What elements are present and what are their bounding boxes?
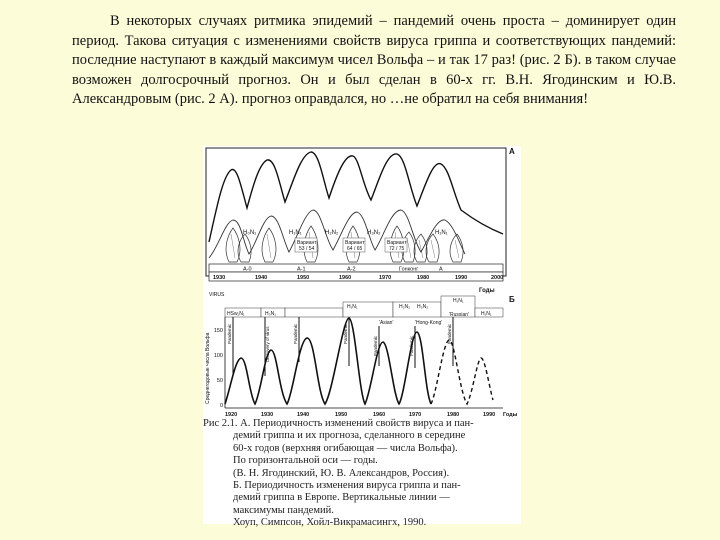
y-tick-label: 150: [213, 328, 223, 334]
year-label: 1950: [297, 275, 310, 281]
wolf-number-forecast: [431, 340, 493, 404]
annotation-pandemic: Pandemic: [409, 335, 414, 356]
annotation-russian: 'Russian': [449, 312, 469, 318]
strain-label: Гонконг: [399, 266, 419, 273]
year-label: 1980: [417, 275, 430, 281]
panel-a: [206, 147, 515, 294]
wolf-number-curve: [225, 318, 431, 404]
year-label: 1970: [379, 275, 392, 281]
caption-source: Хоуп, Симпсон, Хойл-Викрамасингх, 1990.: [233, 517, 427, 529]
annotation-discovery: Discovery of virus: [265, 326, 270, 362]
variant-word: Вариант: [345, 240, 365, 246]
virus-label-b: H₁N₁: [347, 304, 358, 310]
strain-band: [209, 264, 503, 272]
annotation-pandemic: Pandemic: [293, 323, 298, 344]
virus-label-a: H₃N₂: [367, 230, 381, 236]
panel-a-x-title: Годы: [479, 288, 495, 294]
body-paragraph: В некоторых случаях ритмика эпидемий – пандемий очень проста – доминирует один период. Такова ситуация с изменениями свойств вируса гриппа и соответствующих пандемий: последние наступают в каждый максимум чисел Вольфа – и так 17 раз! (рис. 2 Б). в таком случае возможен долгосрочный прогноз. Он и был сделан в 60-х гг. В.Н. Ягодинским и Ю.В. Александровым (рис. 2 А). прогноз оправдался, но …не обратил на себя внимания!: [72, 13, 676, 108]
virus-label-b: H₃N₂: [417, 304, 429, 310]
year-label: 1960: [339, 275, 352, 281]
caption-line: По горизонтальной оси — годы.: [233, 455, 378, 467]
caption-line: Рис 2.1. А. Периодичность изменений свойств вируса и пан-: [203, 418, 474, 429]
x-tick-label: 1930: [261, 412, 274, 418]
y-tick-label: 0: [219, 403, 223, 409]
x-tick-label: 1990: [483, 412, 496, 418]
virus-label-a: H₁N₁: [435, 230, 448, 236]
variant-word: Вариант: [387, 240, 407, 246]
strain-label: А-2: [347, 266, 356, 273]
caption-line: максимумы пандемий.: [233, 504, 334, 516]
variant-word: Вариант: [297, 240, 317, 246]
year-label: 1930: [213, 275, 226, 281]
panel-b-x-title: Годы: [503, 412, 518, 418]
annotation-hong-kong: 'Hong-Kong': [415, 320, 443, 326]
caption-line: (В. Н. Ягодинский, Ю. В. Александров, Россия).: [233, 467, 450, 479]
caption-line: 60-х годов (верхняя огибающая — числа Вольфа).: [233, 442, 458, 454]
x-tick-label: 1950: [335, 412, 348, 418]
year-label: 2000: [491, 275, 504, 281]
annotation-asian: 'Asian': [379, 320, 394, 326]
year-label: 1940: [255, 275, 268, 281]
x-tick-label: 1940: [297, 412, 310, 418]
virus-label-a: H₂N₂: [325, 230, 339, 236]
x-tick-label: 1920: [225, 412, 238, 418]
virus-word: VIRUS: [209, 292, 225, 298]
strain-label: А-1: [297, 266, 306, 273]
virus-label-b: H₂N₂: [399, 304, 411, 310]
x-tick-label: 1980: [447, 412, 460, 418]
strain-label: А-0: [243, 266, 252, 273]
panel-a-letter: А: [509, 147, 515, 156]
y-tick-label: 50: [216, 378, 223, 384]
y-tick-label: 100: [213, 353, 223, 359]
x-tick-label: 1970: [409, 412, 422, 418]
virus-label-b: HSw₁N₁: [227, 311, 245, 317]
caption-line: демий гриппа и их прогноза, сделанного в середине: [233, 430, 466, 442]
annotation-pandemic: Pandemic: [227, 323, 232, 344]
year-label: 1990: [455, 275, 468, 281]
panel-b-y-label: Среднегодовые числа Вольфа: [205, 332, 211, 404]
annotation-pandemic: Pandemic: [373, 335, 378, 356]
caption-line: демий гриппа в Европе. Вертикальные линии —: [233, 492, 450, 504]
annotation-pandemic: Pandemic: [447, 323, 452, 344]
virus-label-b: H₁N₁: [453, 298, 464, 304]
virus-label-b: H₁N₁: [481, 311, 492, 317]
x-tick-label: 1960: [373, 412, 386, 418]
variant-years: 64 / 65: [347, 246, 363, 252]
strain-label: А: [439, 266, 443, 273]
panel-b-letter: Б: [509, 295, 515, 304]
virus-label-a: H₁N₁: [289, 230, 302, 236]
virus-label-a: H₀N₁: [243, 230, 257, 236]
figure-caption: [203, 418, 493, 530]
virus-label-b: H₀N₁: [265, 311, 276, 317]
caption-line: Б. Периодичность изменения вируса гриппа и пан-: [233, 480, 461, 492]
variant-years: 72 / 75: [389, 246, 405, 252]
variant-years: 53 / 54: [299, 246, 315, 252]
annotation-pandemic: Pandemic: [343, 323, 348, 344]
panel-b: [205, 292, 518, 418]
